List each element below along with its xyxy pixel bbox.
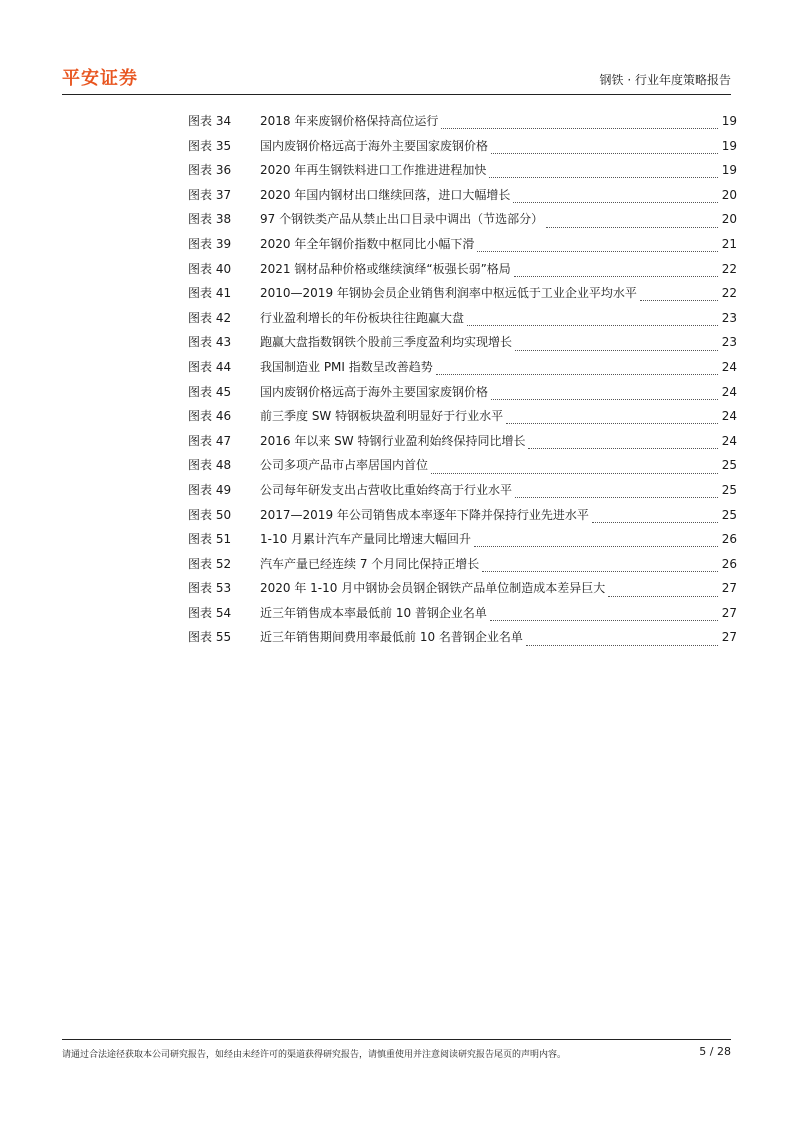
toc-page-number: 19 [721,138,737,153]
toc-dot-leader [526,644,718,646]
toc-figure-label: 图表 53 [188,581,232,596]
toc-figure-title: 我国制造业 PMI 指数呈改善趋势 [260,359,433,374]
toc-figure-title: 2018 年来废钢价格保持高位运行 [260,114,439,128]
toc-page-number: 24 [721,359,737,374]
toc-page-number: 22 [721,261,737,276]
page-number: 5 / 28 [699,1045,731,1058]
toc-entry[interactable] [188,481,737,506]
toc-dot-leader [491,152,718,154]
toc-figure-label: 图表 51 [188,532,232,547]
toc-page-number: 20 [721,187,737,202]
toc-figure-title: 国内废钢价格远高于海外主要国家废钢价格 [260,138,489,153]
toc-figure-label: 图表 40 [188,261,232,276]
toc-figure-title: 国内废钢价格远高于海外主要国家废钢价格 [260,384,489,399]
toc-dot-leader [515,496,718,498]
toc-figure-title: 2020 年全年钢价指数中枢同比小幅下滑 [260,236,475,251]
toc-page-number: 21 [721,236,737,251]
toc-dot-leader [608,595,718,597]
toc-figure-title: 公司多项产品市占率居国内首位 [260,458,429,473]
report-title: 钢铁 · 行业年度策略报告 [599,73,731,87]
toc-entry[interactable] [188,358,737,383]
toc-entry[interactable] [188,432,737,457]
toc-page-number: 26 [721,532,737,547]
toc-figure-label: 图表 39 [188,236,232,251]
toc-figure-title: 97 个钢铁类产品从禁止出口目录中调出（节选部分） [260,212,544,227]
toc-dot-leader [546,226,718,228]
toc-figure-title: 前三季度 SW 特钢板块盈利明显好于行业水平 [260,409,504,424]
toc-figure-title: 2016 年以来 SW 特钢行业盈利始终保持同比增长 [260,433,526,448]
toc-dot-leader [474,545,718,547]
toc-figure-title: 2020 年再生钢铁料进口工作推进进程加快 [260,163,487,178]
toc-entry[interactable] [188,555,737,580]
toc-figure-label: 图表 47 [188,433,232,448]
toc-page-number: 24 [721,384,737,399]
toc-dot-leader [506,422,718,424]
toc-entry[interactable] [188,210,737,235]
toc-entry[interactable] [188,333,737,358]
toc-figure-label: 图表 52 [188,556,232,571]
toc-figure-title: 2017—2019 年公司销售成本率逐年下降并保持行业先进水平 [260,507,589,522]
toc-entry[interactable] [188,530,737,555]
toc-figure-label: 图表 45 [188,384,232,399]
toc-figure-label: 图表 50 [188,507,232,522]
footer-divider [62,1039,731,1040]
toc-figure-label: 图表 44 [188,359,232,374]
toc-figure-title: 2021 钢材品种价格或继续演绎“板强长弱”格局 [260,261,511,276]
toc-entry[interactable] [188,309,737,334]
toc-figure-label: 图表 49 [188,482,232,497]
toc-figure-title: 汽车产量已经连续 7 个月同比保持正增长 [260,556,480,571]
toc-entry[interactable] [188,284,737,309]
toc-figure-title: 近三年销售期间费用率最低前 10 名普钢企业名单 [260,630,523,645]
toc-figure-label: 图表 36 [188,163,232,178]
toc-dot-leader [514,275,718,277]
toc-entry[interactable] [188,260,737,285]
toc-entry[interactable] [188,628,737,653]
toc-page-number: 23 [721,335,737,350]
toc-page-number: 25 [721,507,737,522]
toc-figure-label: 图表 54 [188,605,232,620]
toc-figure-title: 2020 年国内钢材出口继续回落，进口大幅增长 [260,187,511,202]
toc-entry[interactable] [188,137,737,162]
toc-entry[interactable] [188,604,737,629]
toc-dot-leader [431,472,718,474]
toc-page-number: 27 [721,630,737,645]
toc-entry[interactable] [188,407,737,432]
toc-dot-leader [436,373,718,375]
toc-dot-leader [482,570,718,572]
toc-figure-label: 图表 35 [188,138,232,153]
toc-page-number: 27 [721,605,737,620]
toc-dot-leader [513,201,718,203]
toc-entry[interactable] [188,579,737,604]
toc-dot-leader [640,299,718,301]
toc-figure-label: 图表 46 [188,409,232,424]
toc-figure-label: 图表 42 [188,310,232,325]
toc-figure-title: 公司每年研发支出占营收比重始终高于行业水平 [260,482,513,497]
toc-page-number: 20 [721,212,737,227]
toc-dot-leader [490,619,718,621]
toc-page-number: 19 [721,163,737,178]
toc-dot-leader [441,127,718,129]
toc-dot-leader [489,176,718,178]
toc-figure-label: 图表 43 [188,335,232,350]
company-logo: 平安证券 [62,68,138,89]
toc-page-number: 24 [721,409,737,424]
toc-page-number: 24 [721,433,737,448]
toc-dot-leader [491,398,718,400]
toc-figure-title: 跑赢大盘指数钢铁个股前三季度盈利均实现增长 [260,335,513,350]
footer-disclaimer: 请通过合法途径获取本公司研究报告，如经由未经许可的渠道获得研究报告，请慎重使用并注意阅读研究报告尾页的声明内容。 [62,1050,567,1060]
toc-page-number: 27 [721,581,737,596]
toc-figure-title: 行业盈利增长的年份板块往往跑赢大盘 [260,310,465,325]
toc-dot-leader [477,250,718,252]
toc-page-number: 23 [721,310,737,325]
toc-figure-label: 图表 34 [188,114,232,128]
toc-figure-label: 图表 41 [188,286,232,301]
toc-figure-title: 1-10 月累计汽车产量同比增速大幅回升 [260,532,472,547]
table-of-figures [188,112,737,653]
toc-figure-label: 图表 38 [188,212,232,227]
toc-figure-title: 2010—2019 年钢协会员企业销售利润率中枢远低于工业企业平均水平 [260,286,637,301]
toc-dot-leader [515,349,718,351]
toc-page-number: 25 [721,458,737,473]
toc-figure-label: 图表 37 [188,187,232,202]
toc-figure-title: 近三年销售成本率最低前 10 普钢企业名单 [260,605,487,620]
header-divider [62,94,731,95]
toc-figure-title: 2020 年 1-10 月中钢协会员钢企钢铁产品单位制造成本差异巨大 [260,581,606,596]
toc-entry[interactable] [188,383,737,408]
toc-entry[interactable] [188,186,737,211]
toc-dot-leader [528,447,718,449]
toc-page-number: 26 [721,556,737,571]
toc-page-number: 19 [721,114,737,128]
toc-entry[interactable] [188,161,737,186]
toc-entry[interactable] [188,506,737,531]
toc-entry[interactable] [188,112,737,137]
toc-dot-leader [592,521,718,523]
toc-figure-label: 图表 48 [188,458,232,473]
toc-page-number: 25 [721,482,737,497]
toc-figure-label: 图表 55 [188,630,232,645]
toc-entry[interactable] [188,235,737,260]
toc-page-number: 22 [721,286,737,301]
toc-dot-leader [467,324,718,326]
toc-entry[interactable] [188,456,737,481]
